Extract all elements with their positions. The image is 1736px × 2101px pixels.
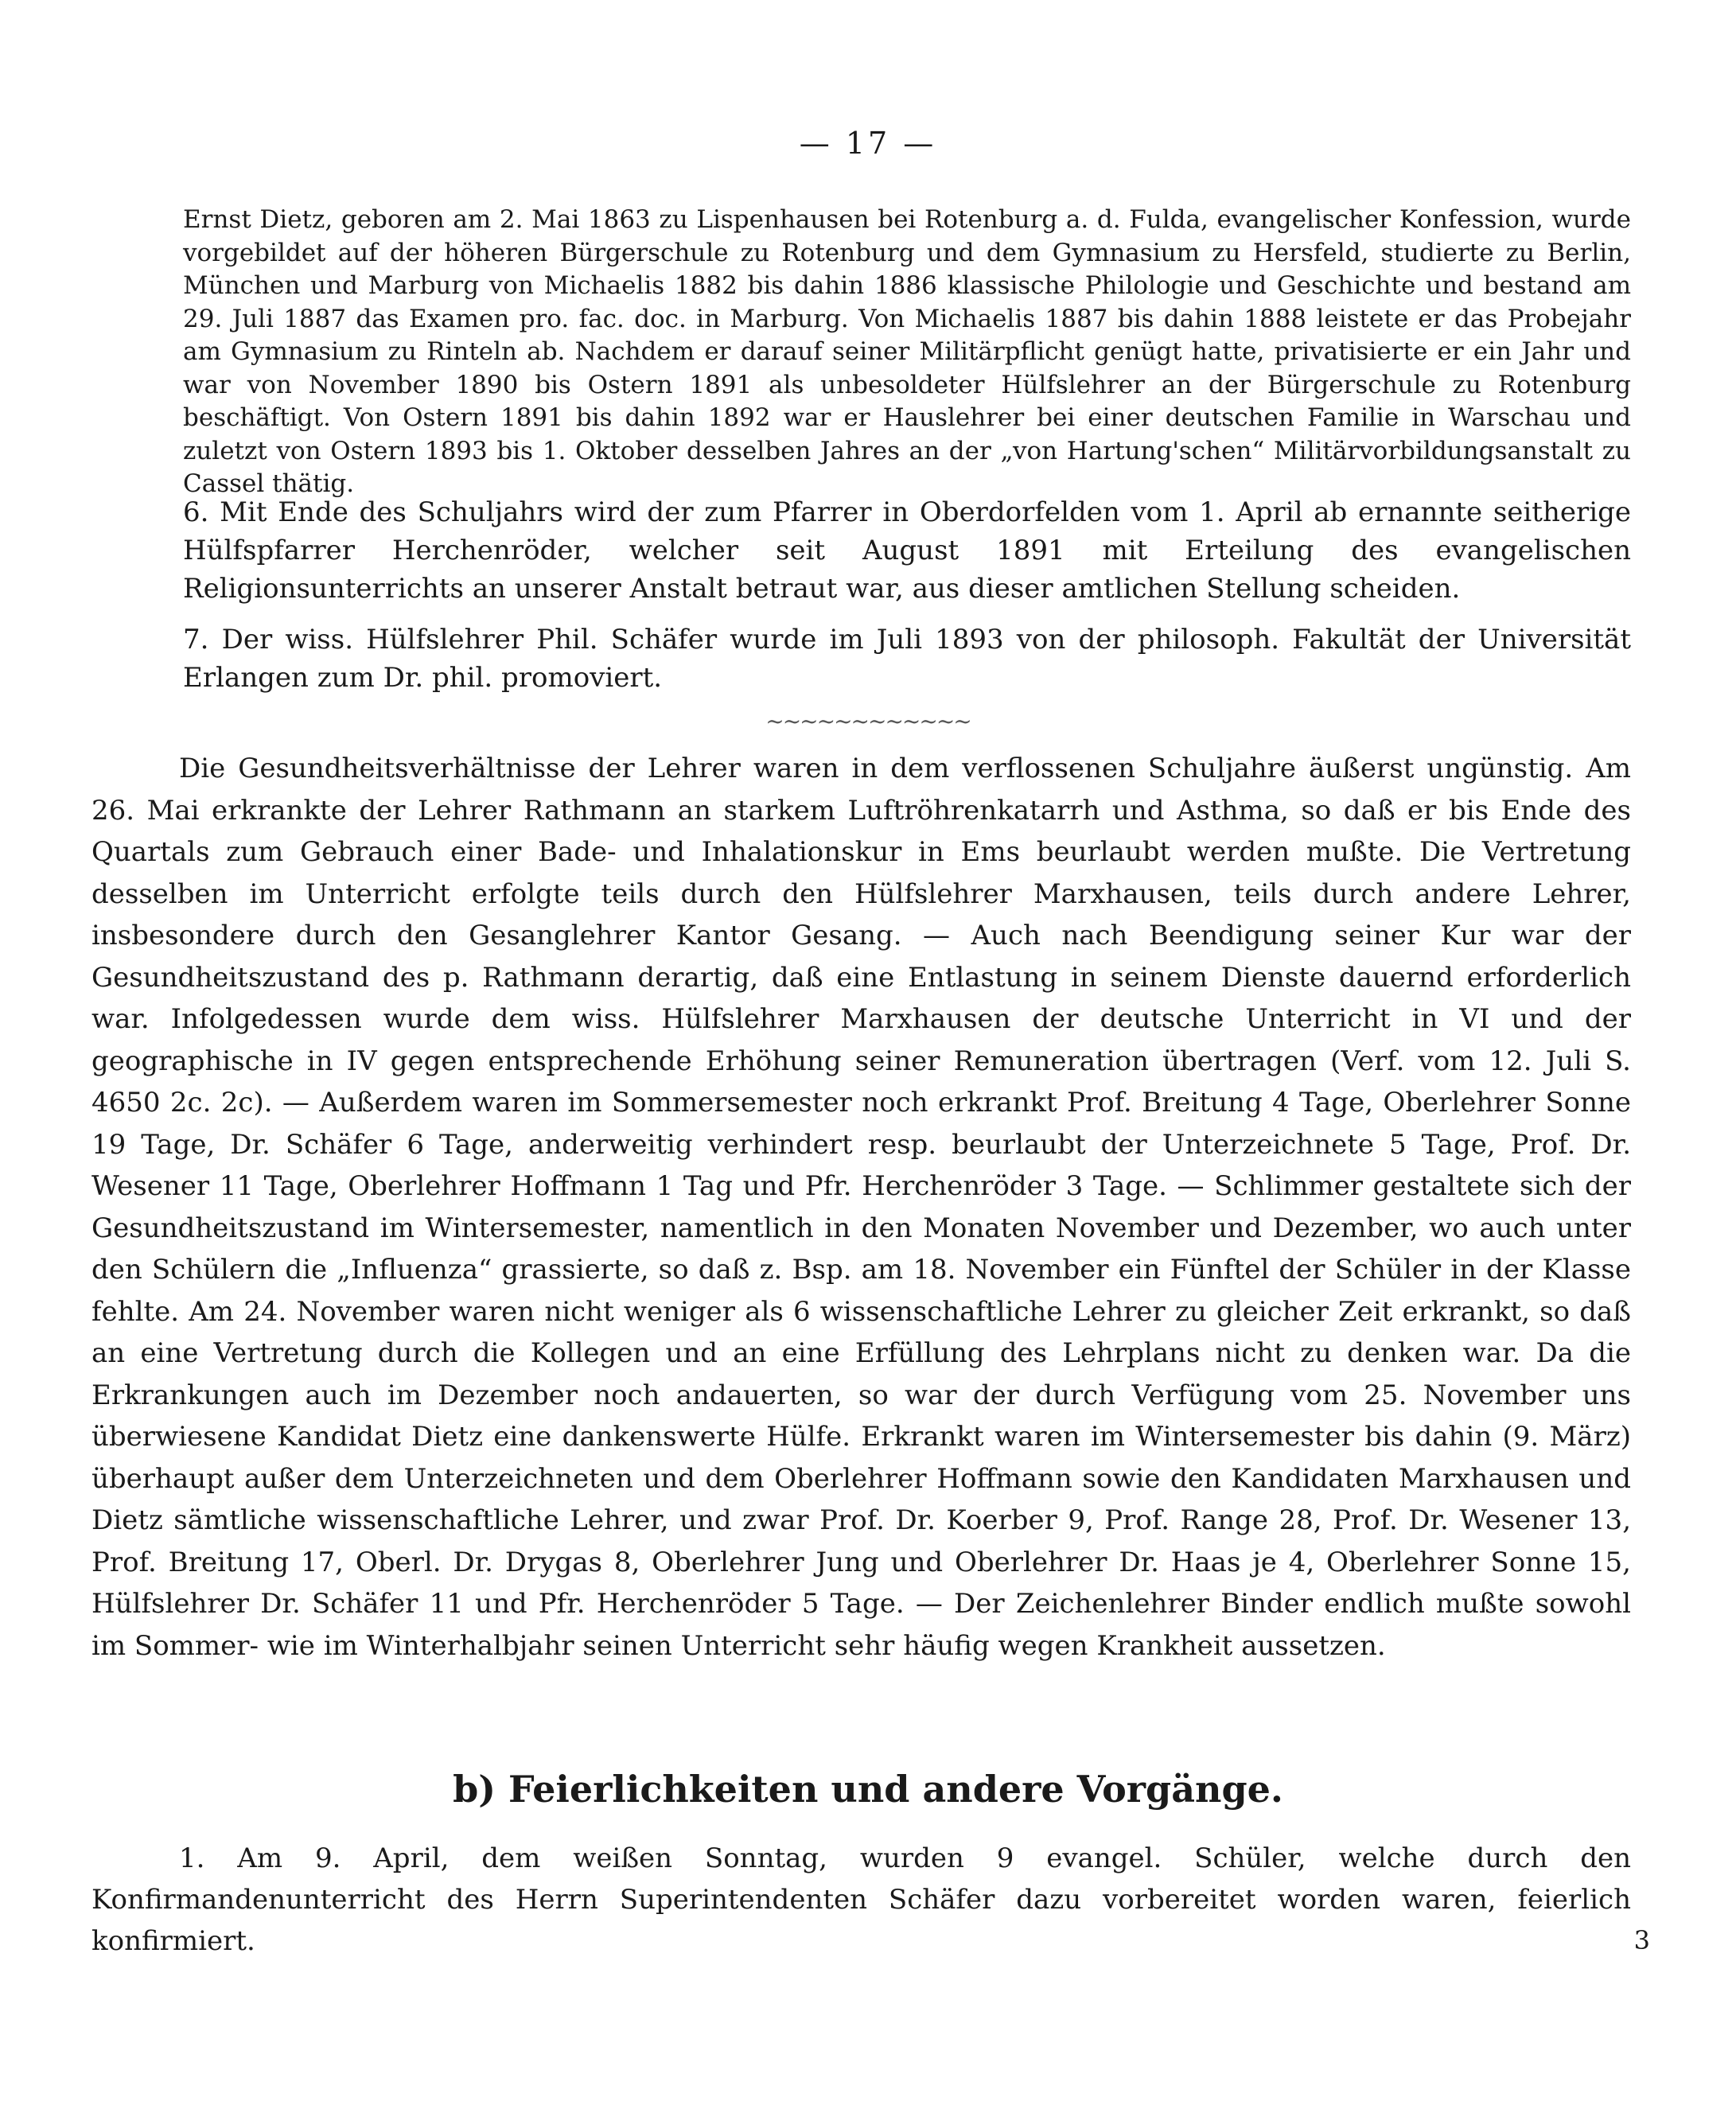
- item-6-text: 6. Mit Ende des Schuljahrs wird der zum Pfarrer in Oberdorfelden vom 1. April ab ernannte seitherige Hülfspfarrer Herchenröder, welcher seit August 1891 mit Erteilung des evangelischen Religionsunterrichts an unserer Anstalt betraut war, aus dieser amtlichen Stellung scheiden.: [183, 496, 1631, 605]
- item-7-text: 7. Der wiss. Hülfslehrer Phil. Schäfer wurde im Juli 1893 von der philosoph. Fakultät der Universität Erlangen zum Dr. phil. promoviert.: [183, 624, 1631, 694]
- health-section: [91, 748, 1631, 1667]
- list-item-7: [183, 621, 1631, 697]
- ceremonies-section: [91, 1838, 1631, 1962]
- page-number: — 17 —: [799, 126, 937, 161]
- section-heading: b) Feierlichkeiten und andere Vorgänge.: [453, 1768, 1283, 1811]
- health-paragraph: Die Gesundheitsverhältnisse der Lehrer waren in dem verflossenen Schuljahre äußerst ungünstig. Am 26. Mai erkrankte der Lehrer Rathmann an starkem Luftröhrenkatarrh und Asthma, so daß er bis Ende des Quartals zum Gebrauch einer Bade- und Inhalationskur in Ems beurlaubt werden mußte. Die Vertretung desselben im Unterricht erfolgte teils durch den Hülfslehrer Marxhausen, teils durch andere Lehrer, insbesondere durch den Gesanglehrer Kantor Gesang. — Auch nach Beendigung seiner Kur war der Gesundheitszustand des p. Rathmann derartig, daß eine Entlastung in seinem Dienste dauernd erforderlich war. Infolgedessen wurde dem wiss. Hülfslehrer Marxhausen der deutsche Unterricht in VI und der geographische in IV gegen entsprechende Erhöhung seiner Remuneration übertragen (Verf. vom 12. Juli S. 4650 2c. 2c). — Außerdem waren im Sommersemester noch erkrankt Prof. Breitung 4 Tage, Oberlehrer Sonne 19 Tage, Dr. Schäfer 6 Tage, anderweitig verhindert resp. beurlaubt der Unterzeichnete 5 Tage, Prof. Dr. Wesener 11 Tage, Oberlehrer Hoffmann 1 Tag und Pfr. Herchenröder 3 Tage. — Schlimmer gestaltete sich der Gesundheitszustand im Wintersemester, namentlich in den Monaten November und Dezember, wo auch unter den Schülern die „Influenza“ grassierte, so daß z. Bsp. am 18. November ein Fünftel der Schüler in der Klasse fehlte. Am 24. November waren nicht weniger als 6 wissenschaftliche Lehrer zu gleicher Zeit erkrankt, so daß an eine Vertretung durch die Kollegen und an eine Erfüllung des Lehrplans nicht zu denken war. Da die Erkrankungen auch im Dezember noch andauerten, so war der durch Verfügung vom 25. November uns überwiesene Kandidat Dietz eine dankenswerte Hülfe. Erkrankt waren im Wintersemester bis dahin (9. März) überhaupt außer dem Unterzeichneten und dem Oberlehrer Hoffmann sowie den Kandidaten Marxhausen und Dietz sämtliche wissenschaftliche Lehrer, und zwar Prof. Dr. Koerber 9, Prof. Range 28, Prof. Dr. Wesener 13, Prof. Breitung 17, Oberl. Dr. Drygas 8, Oberlehrer Jung und Oberlehrer Dr. Haas je 4, Oberlehrer Sonne 15, Hülfslehrer Dr. Schäfer 11 und Pfr. Herchenröder 5 Tage. — Der Zeichenlehrer Binder endlich mußte sowohl im Sommer- wie im Winterhalbjahr seinen Unterricht sehr häufig wegen Krankheit aussetzen.: [91, 753, 1631, 1662]
- ceremony-item-1: 1. Am 9. April, dem weißen Sonntag, wurden 9 evangel. Schüler, welche durch den Konfirmandenunterricht des Herrn Superintendenten Schäfer dazu vorbereitet worden waren, feierlich konfirmiert.: [91, 1842, 1631, 1957]
- signature-mark: 3: [1633, 1925, 1650, 1955]
- biography-paragraph: [183, 204, 1631, 501]
- bio-dietz: Ernst Dietz, geboren am 2. Mai 1863 zu Lispenhausen bei Rotenburg a. d. Fulda, evangelischer Konfession, wurde vorgebildet auf der höheren Bürgerschule zu Rotenburg und dem Gymnasium zu Hersfeld, studierte zu Berlin, München und Marburg von Michaelis 1882 bis dahin 1886 klassische Philologie und Geschichte und bestand am 29. Juli 1887 das Examen pro. fac. doc. in Marburg. Von Michaelis 1887 bis dahin 1888 leistete er das Probejahr am Gymnasium zu Rinteln ab. Nachdem er darauf seiner Militärpflicht genügt hatte, privatisierte er ein Jahr und war von November 1890 bis Ostern 1891 als unbesoldeter Hülfslehrer an der Bürgerschule zu Rotenburg beschäftigt. Von Ostern 1891 bis dahin 1892 war er Hauslehrer bei einer deutschen Familie in Warschau und zuletzt von Ostern 1893 bis 1. Oktober desselben Jahres an der „von Hartung'schen“ Militärvorbildungsanstalt zu Cassel thätig.: [183, 205, 1631, 498]
- section-divider: ~~~~~~~~~~~~: [765, 708, 971, 734]
- list-item-6: [183, 493, 1631, 608]
